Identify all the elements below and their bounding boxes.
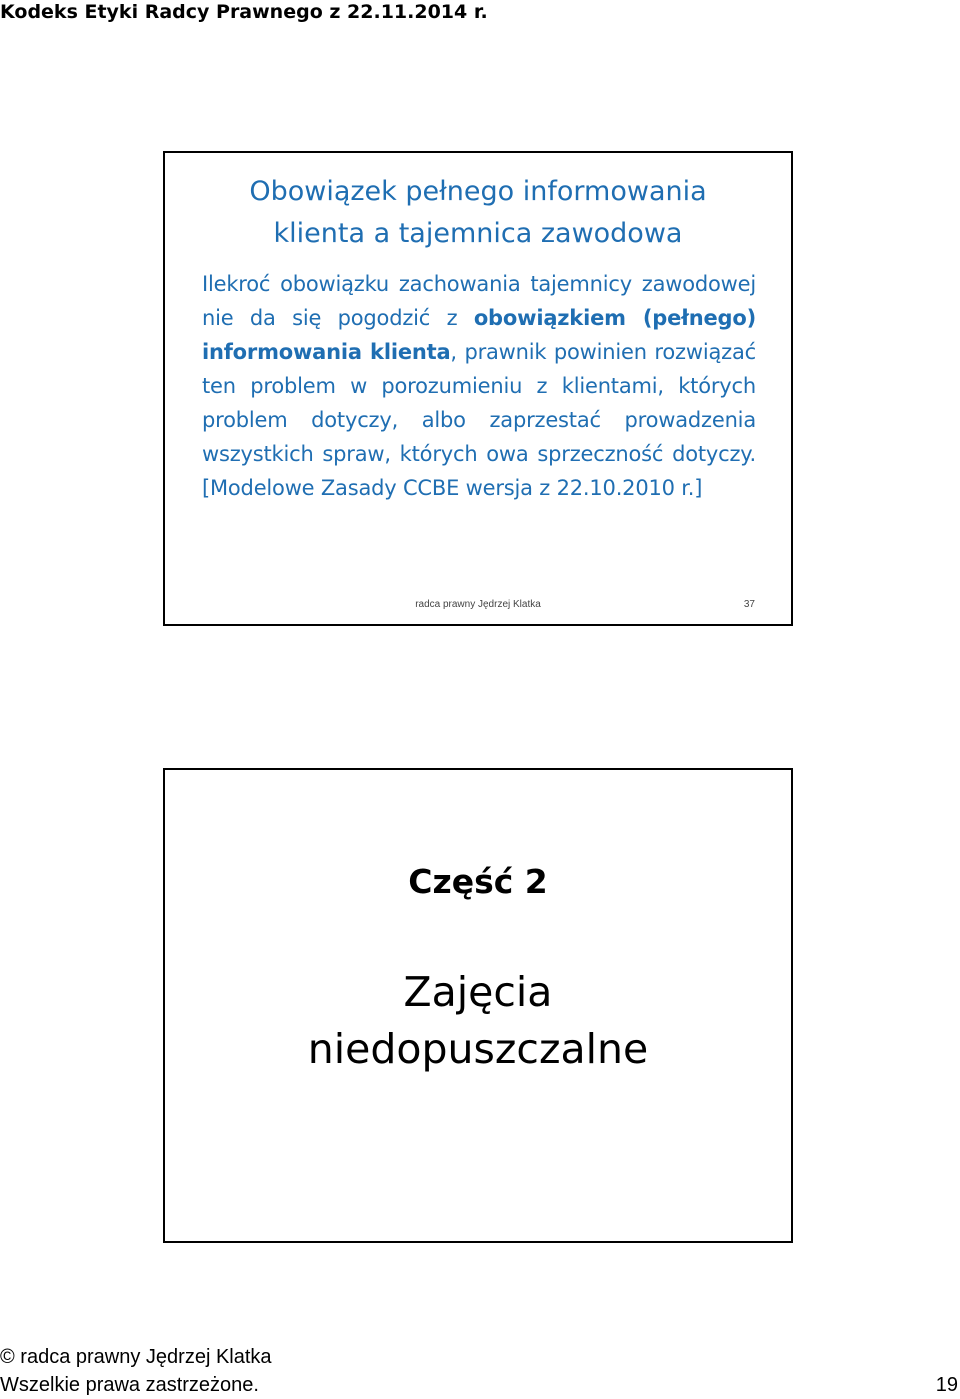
slide-title-line-2: klienta a tajemnica zawodowa bbox=[273, 218, 683, 249]
slide-title bbox=[165, 171, 791, 255]
part-label: Część 2 bbox=[408, 862, 548, 901]
part-title-line-2: niedopuszczalne bbox=[307, 1025, 649, 1073]
document-header-title: Kodeks Etyki Radcy Prawnego z 22.11.2014 r. bbox=[0, 1, 488, 23]
slide-title-line-1: Obowiązek pełnego informowania bbox=[249, 176, 707, 207]
footer-page-number: 19 bbox=[935, 1374, 958, 1396]
slide-part-2 bbox=[163, 768, 793, 1243]
slide-footer-page-number: 37 bbox=[743, 599, 755, 610]
body-text-emphasis: obowiązkiem (pełnego) informowania klienta bbox=[202, 306, 756, 364]
slide-footer-author: radca prawny Jędrzej Klatka bbox=[415, 599, 541, 610]
part-title-line-1: Zajęcia bbox=[403, 968, 553, 1016]
body-text-part-1: Ilekroć obowiązku zachowania tajemnicy zawodowej nie da się pogodzić z bbox=[202, 272, 756, 330]
footer-copyright: © radca prawny Jędrzej Klatka bbox=[0, 1346, 272, 1368]
body-text-part-2: , prawnik powinien rozwiązać ten problem w porozumieniu z klientami, których problem dotyczy, albo zaprzestać prowadzenia wszystkich spraw, których owa sprzeczność dotyczy. bbox=[202, 340, 756, 466]
page-footer bbox=[0, 1343, 960, 1399]
slide-information-duty bbox=[163, 151, 793, 626]
footer-rights: Wszelkie prawa zastrzeżone. bbox=[0, 1374, 259, 1396]
body-reference: [Modelowe Zasady CCBE wersja z 22.10.2010 r.] bbox=[202, 476, 703, 500]
slide-body-text bbox=[202, 267, 756, 505]
part-title bbox=[165, 964, 791, 1078]
